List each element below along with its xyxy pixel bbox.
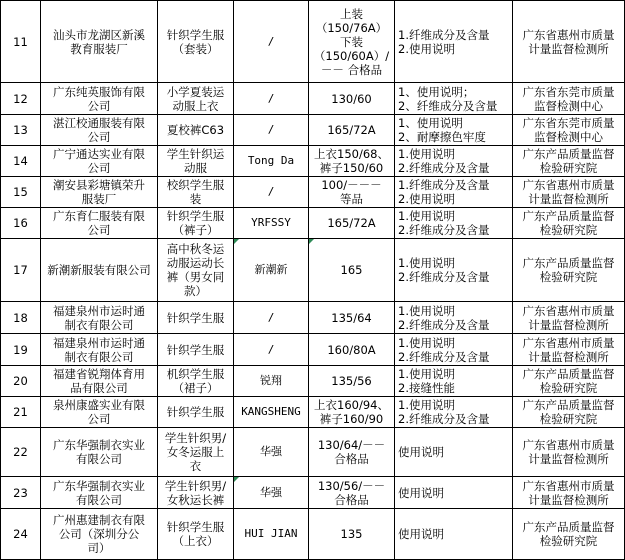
- cell-testing-agency: 广东产品质量监督 检验研究院: [513, 509, 625, 560]
- cell-product: 夏校裤C63: [158, 115, 234, 146]
- cell-failed-items: 使用说明: [395, 509, 513, 560]
- cell-company: 福建泉州市运时通 制衣有限公司: [41, 302, 158, 334]
- cell-number: 20: [1, 366, 41, 397]
- cell-company: 广东华强制衣实业 有限公司: [41, 477, 158, 509]
- cell-company: 福建省锐翔体育用 品有限公司: [41, 366, 158, 397]
- table-row: [1, 428, 625, 477]
- cell-product: 针织学生服: [158, 397, 234, 428]
- table-row: [1, 83, 625, 115]
- cell-testing-agency: 广东产品质量监督 检验研究院: [513, 239, 625, 302]
- cell-company: 新潮新服装有限公司: [41, 239, 158, 302]
- cell-failed-items: 1、使用说明； 2、纤维成分及含量: [395, 83, 513, 115]
- cell-spec-grade: 130/56/－－ 合格品: [309, 477, 395, 509]
- table-row: [1, 177, 625, 208]
- cell-number: 21: [1, 397, 41, 428]
- cell-brand-model: /: [234, 1, 309, 83]
- cell-testing-agency: 广东省惠州市质量 计量监督检测所: [513, 477, 625, 509]
- cell-testing-agency: 广东产品质量监督 检验研究院: [513, 208, 625, 239]
- cell-failed-items: 1.使用说明 2.纤维成分及含量: [395, 146, 513, 177]
- cell-company: 广宁通达实业有限 公司: [41, 146, 158, 177]
- cell-number: 14: [1, 146, 41, 177]
- cell-company: 汕头市龙湖区新溪 教育服装厂: [41, 1, 158, 83]
- cell-product: 小学夏装运 动服上衣: [158, 83, 234, 115]
- cell-product: 学生针织男/ 女秋运长裤: [158, 477, 234, 509]
- cell-number: 16: [1, 208, 41, 239]
- cell-number: 22: [1, 428, 41, 477]
- cell-product: 针织学生服: [158, 302, 234, 334]
- cell-company: 广州惠建制衣有限 公司（深圳分公 司）: [41, 509, 158, 560]
- cell-company: 潮安县彩塘镇荣升 服装厂: [41, 177, 158, 208]
- cell-company: 福建泉州市运时通 制衣有限公司: [41, 334, 158, 366]
- cell-testing-agency: 广东省惠州市质量 计量监督检测所: [513, 1, 625, 83]
- table-row: [1, 239, 625, 302]
- cell-brand-model: YRFSSY: [234, 208, 309, 239]
- cell-product: 校织学生服 装: [158, 177, 234, 208]
- cell-spec-grade: 上衣160/94、 裤子160/90: [309, 397, 395, 428]
- cell-brand-model: /: [234, 334, 309, 366]
- cell-spec-grade: 130/64/－－ 合格品: [309, 428, 395, 477]
- cell-number: 18: [1, 302, 41, 334]
- cell-product: 针织学生服: [158, 334, 234, 366]
- cell-spec-grade: 上衣150/68、 裤子150/60: [309, 146, 395, 177]
- cell-spec-grade: 165: [309, 239, 395, 302]
- cell-testing-agency: 广东产品质量监督 检验研究院: [513, 397, 625, 428]
- cell-brand-model: 新潮新: [234, 239, 309, 302]
- cell-failed-items: 1.使用说明 2.纤维成分及含量: [395, 239, 513, 302]
- cell-failed-items: 1.纤维成分及含量 2.使用说明: [395, 177, 513, 208]
- cell-number: 12: [1, 83, 41, 115]
- cell-spec-grade: 130/60: [309, 83, 395, 115]
- cell-brand-model: 锐翔: [234, 366, 309, 397]
- cell-failed-items: 1、使用说明 2、耐摩擦色牢度: [395, 115, 513, 146]
- cell-number: 17: [1, 239, 41, 302]
- cell-failed-items: 1.使用说明 2.接缝性能: [395, 366, 513, 397]
- cell-number: 23: [1, 477, 41, 509]
- cell-failed-items: 使用说明: [395, 477, 513, 509]
- cell-product: 针织学生服 （裤子）: [158, 208, 234, 239]
- table-row: [1, 115, 625, 146]
- cell-product: 针织学生服 （套装）: [158, 1, 234, 83]
- cell-spec-grade: 100/－－－ 等品: [309, 177, 395, 208]
- cell-failed-items: 1.纤维成分及含量 2.使用说明: [395, 1, 513, 83]
- cell-brand-model: 华强: [234, 477, 309, 509]
- table-row: [1, 366, 625, 397]
- cell-product: 学生针织男/ 女冬运服上 衣: [158, 428, 234, 477]
- cell-brand-model: HUI JIAN: [234, 509, 309, 560]
- cell-spec-grade: 160/80A: [309, 334, 395, 366]
- cell-company: 广东纯英服饰有限 公司: [41, 83, 158, 115]
- cell-product: 机织学生服 （裙子）: [158, 366, 234, 397]
- cell-company: 广东华强制衣实业 有限公司: [41, 428, 158, 477]
- cell-failed-items: 1.使用说明 2.纤维成分及含量: [395, 302, 513, 334]
- cell-testing-agency: 广东产品质量监督 检验研究院: [513, 146, 625, 177]
- cell-testing-agency: 广东省东莞市质量 监督检测中心: [513, 115, 625, 146]
- cell-failed-items: 1.使用说明 2.纤维成分及含量: [395, 397, 513, 428]
- cell-spec-grade: 135: [309, 509, 395, 560]
- cell-product: 高中秋冬运 动服运动长 裤（男女同 款）: [158, 239, 234, 302]
- cell-testing-agency: 广东省惠州市质量 计量监督检测所: [513, 334, 625, 366]
- cell-spec-grade: 165/72A: [309, 115, 395, 146]
- cell-failed-items: 1.使用说明 2.纤维成分及含量: [395, 208, 513, 239]
- cell-number: 24: [1, 509, 41, 560]
- cell-number: 13: [1, 115, 41, 146]
- cell-testing-agency: 广东产品质量监督 检验研究院: [513, 366, 625, 397]
- table-body: [1, 1, 625, 560]
- cell-product: 针织学生服 （上衣）: [158, 509, 234, 560]
- cell-spec-grade: 165/72A: [309, 208, 395, 239]
- table-row: [1, 302, 625, 334]
- cell-brand-model: /: [234, 177, 309, 208]
- cell-spec-grade: 上装 （150/76A） 下装 （150/60A）/ －－ 合格品: [309, 1, 395, 83]
- table-row: [1, 397, 625, 428]
- cell-brand-model: /: [234, 302, 309, 334]
- cell-spec-grade: 135/56: [309, 366, 395, 397]
- cell-product: 学生针织运 动服: [158, 146, 234, 177]
- cell-brand-model: /: [234, 83, 309, 115]
- table-row: [1, 146, 625, 177]
- cell-failed-items: 使用说明: [395, 428, 513, 477]
- table-row: [1, 1, 625, 83]
- cell-number: 11: [1, 1, 41, 83]
- cell-brand-model: /: [234, 115, 309, 146]
- cell-brand-model: KANGSHENG: [234, 397, 309, 428]
- cell-testing-agency: 广东省惠州市质量 计量监督检测所: [513, 302, 625, 334]
- table-row: [1, 509, 625, 560]
- cell-spec-grade: 135/64: [309, 302, 395, 334]
- cell-company: 泉州康盛实业有限 公司: [41, 397, 158, 428]
- table-row: [1, 208, 625, 239]
- cell-testing-agency: 广东省惠州市质量 计量监督检测所: [513, 428, 625, 477]
- cell-company: 广东育仁服装有限 公司: [41, 208, 158, 239]
- cell-testing-agency: 广东省惠州市质量 计量监督检测所: [513, 177, 625, 208]
- cell-failed-items: 1.使用说明 2.纤维成分及含量: [395, 334, 513, 366]
- table-row: [1, 477, 625, 509]
- cell-brand-model: 华强: [234, 428, 309, 477]
- table-row: [1, 334, 625, 366]
- cell-brand-model: Tong Da: [234, 146, 309, 177]
- cell-number: 19: [1, 334, 41, 366]
- cell-testing-agency: 广东省东莞市质量 监督检测中心: [513, 83, 625, 115]
- cell-company: 湛江校通服装有限 公司: [41, 115, 158, 146]
- cell-number: 15: [1, 177, 41, 208]
